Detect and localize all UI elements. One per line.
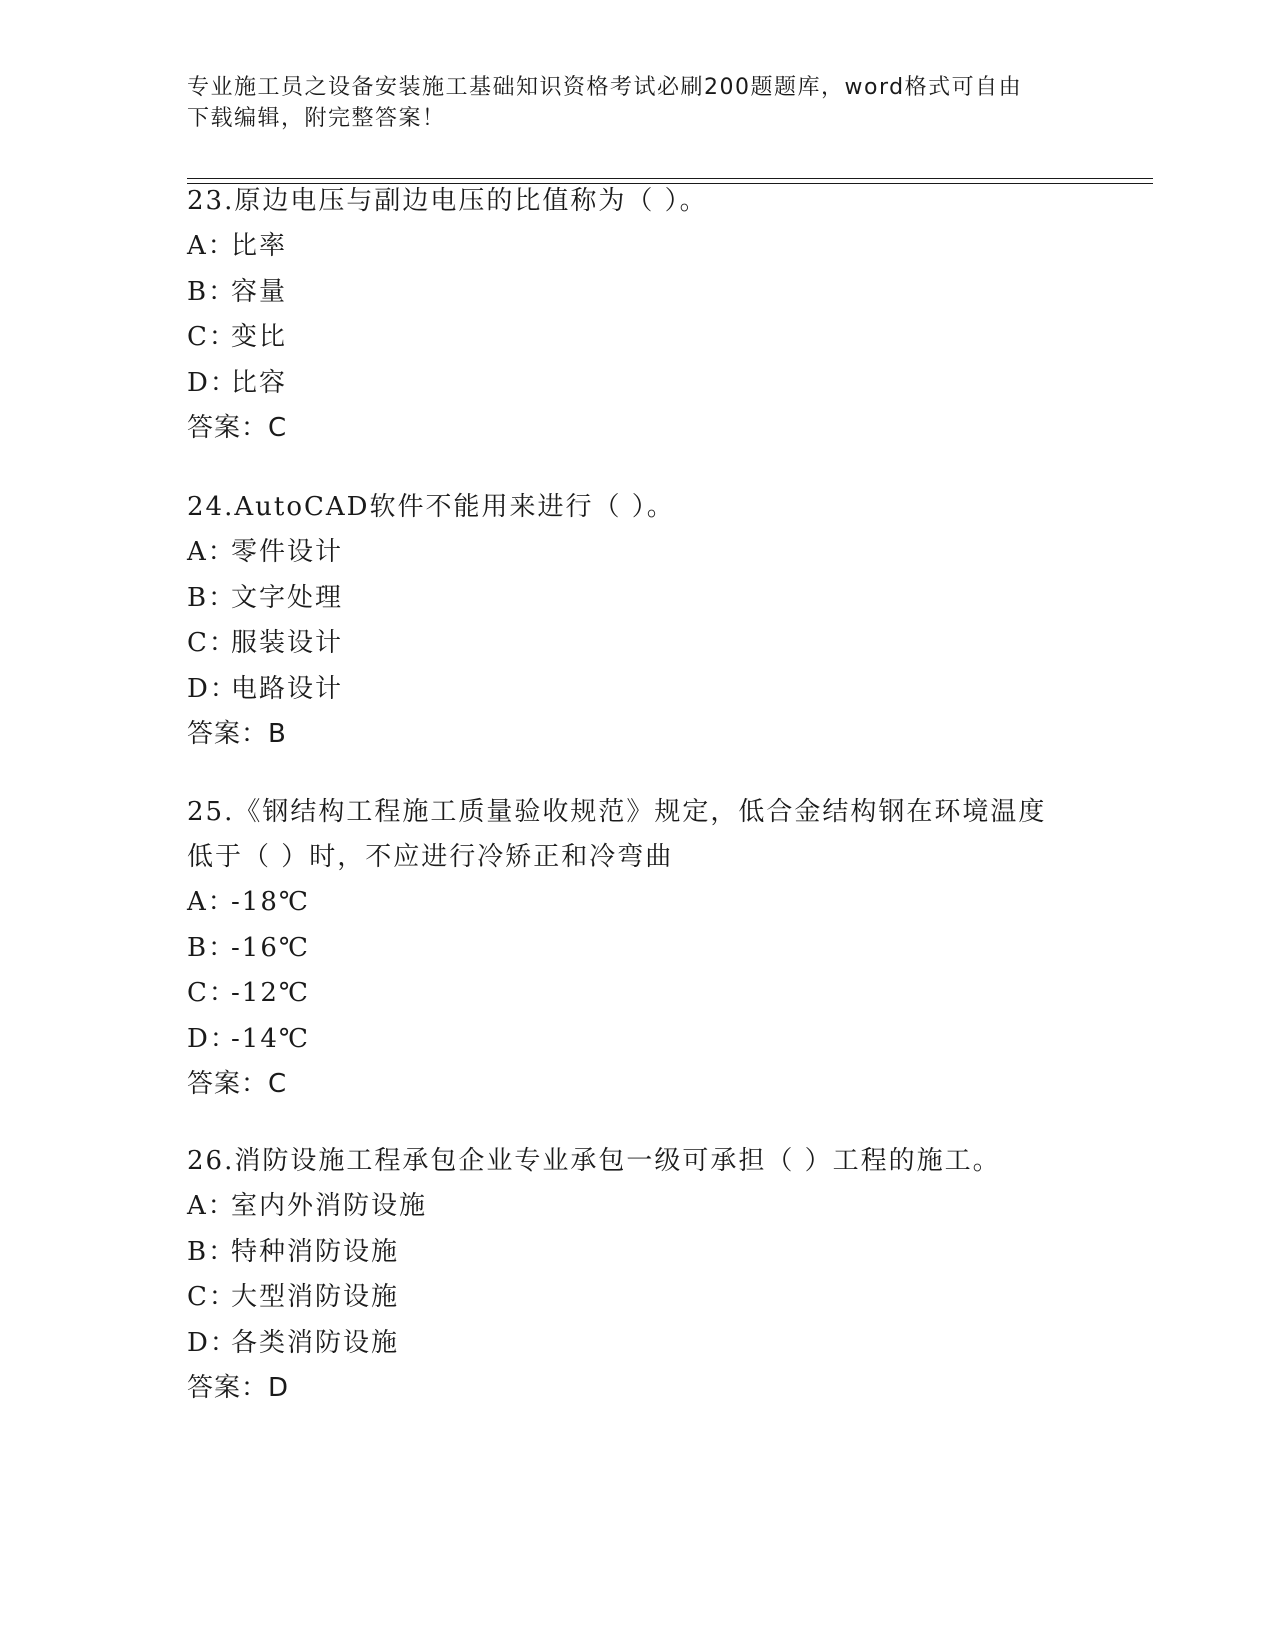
question-stem-line: 24.AutoCAD软件不能用来进行（ ）。: [187, 492, 675, 522]
option-text: 大型消防设施: [231, 1282, 400, 1312]
option-key: C：: [187, 1282, 237, 1312]
option-d: [187, 1017, 1087, 1063]
question-24: [187, 485, 1087, 757]
option-key: C：: [187, 978, 237, 1008]
question-23: [187, 179, 1087, 451]
option-text: 特种消防设施: [231, 1236, 400, 1267]
answer-label: 答案：B: [187, 719, 287, 749]
option-key: B：: [187, 276, 237, 307]
header-line-2: 下载编辑，附完整答案！: [187, 106, 446, 131]
option-text: 电路设计: [231, 673, 344, 704]
option-text: 各类消防设施: [231, 1327, 400, 1358]
option-text: 室内外消防设施: [231, 1191, 428, 1221]
option-text: -12℃: [231, 978, 310, 1008]
option-key: D：: [187, 1327, 238, 1358]
question-stem-line: 低于（ ）时，不应进行冷矫正和冷弯曲: [187, 842, 674, 872]
option-key: B：: [187, 582, 237, 613]
option-text: -18℃: [231, 887, 310, 917]
option-key: A：: [187, 1191, 236, 1221]
option-c: [187, 621, 1087, 667]
option-c: [187, 315, 1087, 361]
question-stem: [187, 485, 1087, 530]
option-b: [187, 576, 1087, 622]
option-text: 文字处理: [231, 582, 344, 613]
header-line-1: 专业施工员之设备安装施工基础知识资格考试必刷200题题库，word格式可自由: [187, 75, 1023, 100]
option-key: A：: [187, 537, 236, 567]
option-a: [187, 1184, 1087, 1230]
question-26: [187, 1139, 1087, 1411]
option-key: C：: [187, 628, 237, 658]
option-c: [187, 1275, 1087, 1321]
option-key: D：: [187, 1023, 238, 1054]
question-stem-line: 26.消防设施工程承包企业专业承包一级可承担（ ）工程的施工。: [187, 1146, 1001, 1176]
option-text: 服装设计: [231, 628, 344, 658]
option-d: [187, 361, 1087, 407]
option-text: 容量: [231, 276, 288, 307]
option-b: [187, 270, 1087, 316]
option-text: -14℃: [231, 1023, 310, 1054]
option-text: 比率: [231, 231, 288, 261]
question-stem-line: 23.原边电压与副边电压的比值称为（ ）。: [187, 186, 708, 216]
document-header: [187, 72, 1067, 134]
answer-label: 答案：D: [187, 1373, 290, 1403]
option-text: 变比: [231, 322, 288, 352]
option-d: [187, 1321, 1087, 1367]
option-key: A：: [187, 887, 236, 917]
answer-label: 答案：C: [187, 1069, 288, 1099]
option-key: A：: [187, 231, 236, 261]
option-a: [187, 224, 1087, 270]
answer-label: 答案：C: [187, 413, 288, 443]
option-b: [187, 926, 1087, 972]
option-d: [187, 667, 1087, 713]
option-text: -16℃: [231, 932, 310, 963]
option-key: C：: [187, 322, 237, 352]
option-key: B：: [187, 1236, 237, 1267]
option-text: 比容: [231, 367, 288, 398]
option-key: D：: [187, 367, 238, 398]
option-key: D：: [187, 673, 238, 704]
question-stem: [187, 179, 1087, 224]
question-stem-line: 25.《钢结构工程施工质量验收规范》规定，低合金结构钢在环境温度: [187, 797, 1047, 827]
question-stem: [187, 790, 1087, 880]
option-c: [187, 971, 1087, 1017]
option-a: [187, 530, 1087, 576]
question-25: [187, 790, 1087, 1107]
option-b: [187, 1230, 1087, 1276]
option-text: 零件设计: [231, 537, 344, 567]
option-a: [187, 880, 1087, 926]
option-key: B：: [187, 932, 237, 963]
question-stem: [187, 1139, 1087, 1184]
